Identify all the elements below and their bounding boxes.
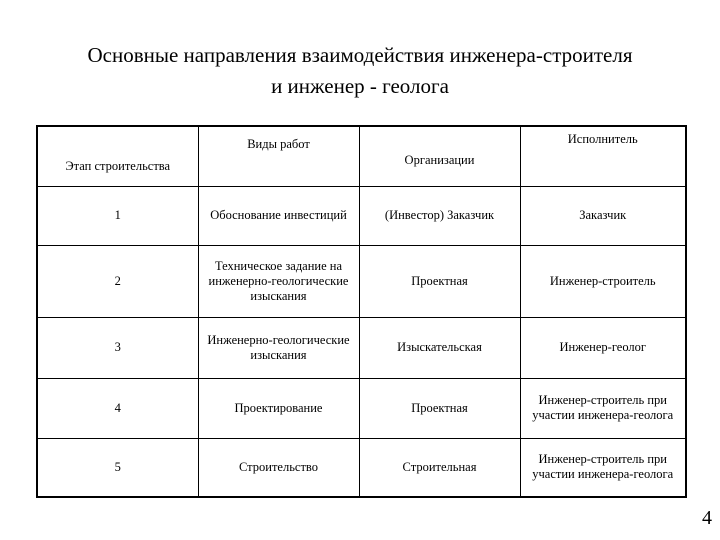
table-row	[37, 438, 686, 497]
header-executor: Исполнитель	[520, 126, 686, 186]
cell-works: Строительство	[198, 438, 359, 497]
page-number: 4	[702, 507, 712, 529]
cell-executor: Инженер-строитель при участии инженера-геолога	[520, 438, 686, 497]
cell-executor: Инженер-строитель	[520, 245, 686, 317]
header-works: Виды работ	[198, 126, 359, 186]
table-row	[37, 378, 686, 438]
header-organization: Организации	[359, 126, 520, 186]
cell-executor: Инженер-геолог	[520, 317, 686, 378]
slide-title	[0, 40, 720, 102]
cell-works: Техническое задание на инженерно-геологические изыскания	[198, 245, 359, 317]
cell-stage: 5	[37, 438, 198, 497]
header-stage: Этап строительства	[37, 126, 198, 186]
table-row	[37, 317, 686, 378]
cell-organization: Проектная	[359, 245, 520, 317]
table-row	[37, 186, 686, 245]
cell-stage: 1	[37, 186, 198, 245]
table-row	[37, 245, 686, 317]
table-header-row	[37, 126, 686, 186]
cell-executor: Заказчик	[520, 186, 686, 245]
cell-works: Инженерно-геологические изыскания	[198, 317, 359, 378]
cell-stage: 2	[37, 245, 198, 317]
cell-organization: Изыскательская	[359, 317, 520, 378]
cell-executor: Инженер-строитель при участии инженера-геолога	[520, 378, 686, 438]
cell-works: Проектирование	[198, 378, 359, 438]
cell-organization: (Инвестор) Заказчик	[359, 186, 520, 245]
interaction-table	[36, 125, 687, 498]
cell-stage: 4	[37, 378, 198, 438]
title-line-2: и инженер - геолога	[271, 74, 449, 98]
cell-works: Обоснование инвестиций	[198, 186, 359, 245]
title-line-1: Основные направления взаимодействия инженера-строителя	[87, 43, 633, 67]
cell-organization: Проектная	[359, 378, 520, 438]
cell-stage: 3	[37, 317, 198, 378]
cell-organization: Строительная	[359, 438, 520, 497]
